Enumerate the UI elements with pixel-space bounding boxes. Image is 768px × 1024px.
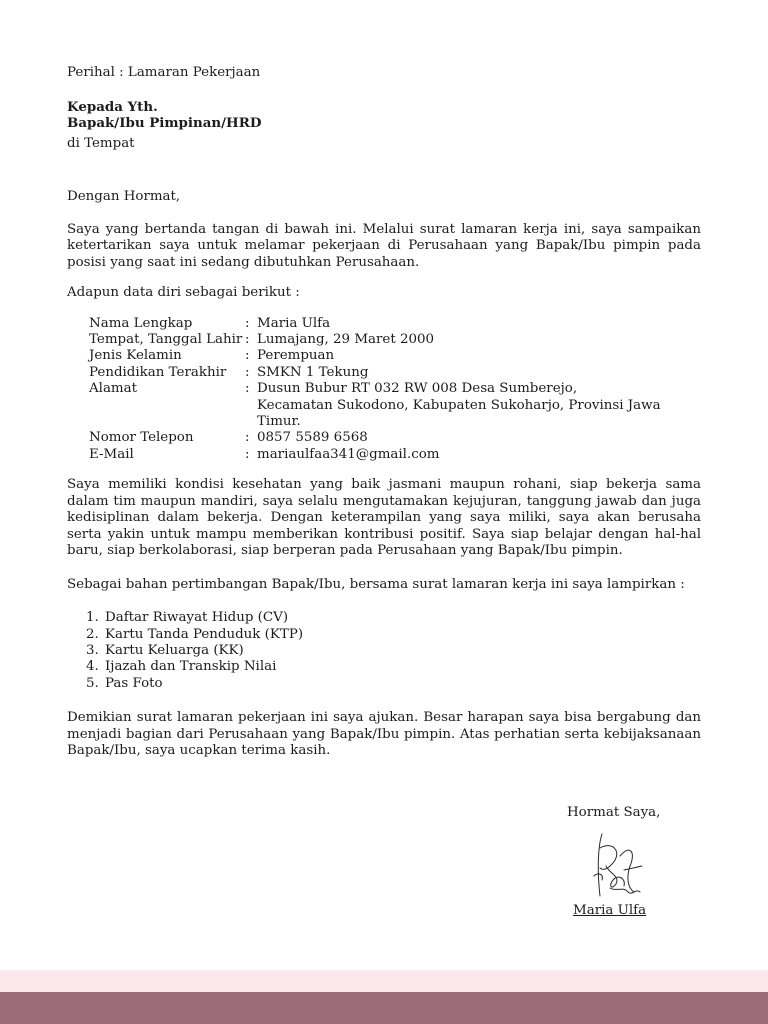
data-separator: : bbox=[245, 348, 250, 364]
data-value: 0857 5589 6568 bbox=[257, 430, 368, 446]
recipient-title: Bapak/Ibu Pimpinan/HRD bbox=[67, 115, 262, 131]
personal-data-intro: Adapun data diri sebagai berikut : bbox=[67, 285, 300, 300]
footer-band-light bbox=[0, 970, 768, 992]
personal-data-row bbox=[89, 365, 701, 381]
subject-line: Perihal : Lamaran Pekerjaan bbox=[67, 65, 261, 80]
data-separator: : bbox=[245, 430, 250, 446]
personal-data-row bbox=[89, 332, 701, 348]
data-label: Pendidikan Terakhir bbox=[89, 364, 227, 380]
greeting: Dengan Hormat, bbox=[67, 189, 181, 204]
data-label: Alamat bbox=[89, 381, 137, 397]
closing-paragraph: Demikian surat lamaran pekerjaan ini saya ajukan. Besar harapan saya bisa bergabung dan menjadi bagian dari Perusahaan yang Bapak/Ibu pimpin. Atas perhatian serta kebijaksanaan Bapak/Ibu, saya ucapkan terima kasih. bbox=[67, 710, 701, 759]
data-separator: : bbox=[245, 364, 250, 380]
personal-data-row bbox=[89, 398, 701, 431]
data-label: Tempat, Tanggal Lahir bbox=[89, 331, 243, 347]
attachment-item: 3. Kartu Keluarga (KK) bbox=[103, 643, 701, 659]
handwritten-signature bbox=[580, 826, 650, 906]
attachment-item: 2. Kartu Tanda Penduduk (KTP) bbox=[103, 627, 701, 643]
intro-paragraph: Saya yang bertanda tangan di bawah ini. Melalui surat lamaran kerja ini, saya sampaikan ketertarikan saya untuk melamar pekerjaan di Perusahaan yang Bapak/Ibu pimpin pada posisi yang saat ini sedang dibutuhkan Perusahaan. bbox=[67, 221, 701, 270]
attachment-item: 5. Pas Foto bbox=[103, 676, 701, 692]
footer-band-dark bbox=[0, 992, 768, 1024]
attachments-intro: Sebagai bahan pertimbangan Bapak/Ibu, bersama surat lamaran kerja ini saya lampirkan : bbox=[67, 576, 685, 592]
recipient-block bbox=[67, 99, 701, 132]
recipient-place: di Tempat bbox=[67, 135, 135, 151]
personal-data-row bbox=[89, 430, 701, 446]
data-label: Jenis Kelamin bbox=[89, 348, 182, 364]
data-value: Kecamatan Sukodono, Kabupaten Sukoharjo, Provinsi Jawa Timur. bbox=[257, 397, 661, 429]
personal-data-row bbox=[89, 348, 701, 364]
qualities-paragraph: Saya memiliki kondisi kesehatan yang baik jasmani maupun rohani, siap bekerja sama dalam tim maupun mandiri, saya selalu mengutamakan kejujuran, tanggung jawab dan juga kedisiplinan dalam bekerja. Dengan keterampilan yang saya miliki, saya akan berusaha serta yakin untuk mampu memberikan kontribusi positif. Saya siap belajar dengan hal-hal baru, siap berkolaborasi, siap berperan pada Perusahaan yang Bapak/Ibu pimpin. bbox=[67, 477, 701, 559]
personal-data-row bbox=[89, 381, 701, 397]
data-label bbox=[89, 398, 245, 431]
data-value: Lumajang, 29 Maret 2000 bbox=[257, 331, 435, 347]
personal-data-row bbox=[89, 316, 701, 332]
attachment-item: 4. Ijazah dan Transkip Nilai bbox=[103, 659, 701, 675]
data-value: Perempuan bbox=[257, 348, 335, 364]
data-value: Dusun Bubur RT 032 RW 008 Desa Sumberejo, bbox=[257, 381, 578, 397]
personal-data-row bbox=[89, 447, 701, 463]
data-label: E-Mail bbox=[89, 446, 134, 462]
sign-off: Hormat Saya, bbox=[567, 805, 661, 820]
data-separator: : bbox=[245, 331, 250, 347]
attachments-list bbox=[67, 610, 701, 692]
personal-data-table bbox=[89, 316, 701, 464]
recipient-salutation: Kepada Yth. bbox=[67, 98, 158, 115]
data-label: Nomor Telepon bbox=[89, 430, 194, 446]
letter-body bbox=[67, 63, 701, 760]
signer-name: Maria Ulfa bbox=[573, 903, 647, 918]
data-value: Maria Ulfa bbox=[257, 315, 331, 331]
data-label: Nama Lengkap bbox=[89, 315, 193, 331]
data-separator: : bbox=[245, 381, 250, 397]
data-separator: : bbox=[245, 446, 250, 462]
data-separator bbox=[245, 398, 257, 431]
data-value: mariaulfaa341@gmail.com bbox=[257, 446, 440, 462]
data-value: SMKN 1 Tekung bbox=[257, 364, 369, 380]
attachment-item: 1. Daftar Riwayat Hidup (CV) bbox=[103, 610, 701, 626]
data-separator: : bbox=[245, 315, 250, 331]
